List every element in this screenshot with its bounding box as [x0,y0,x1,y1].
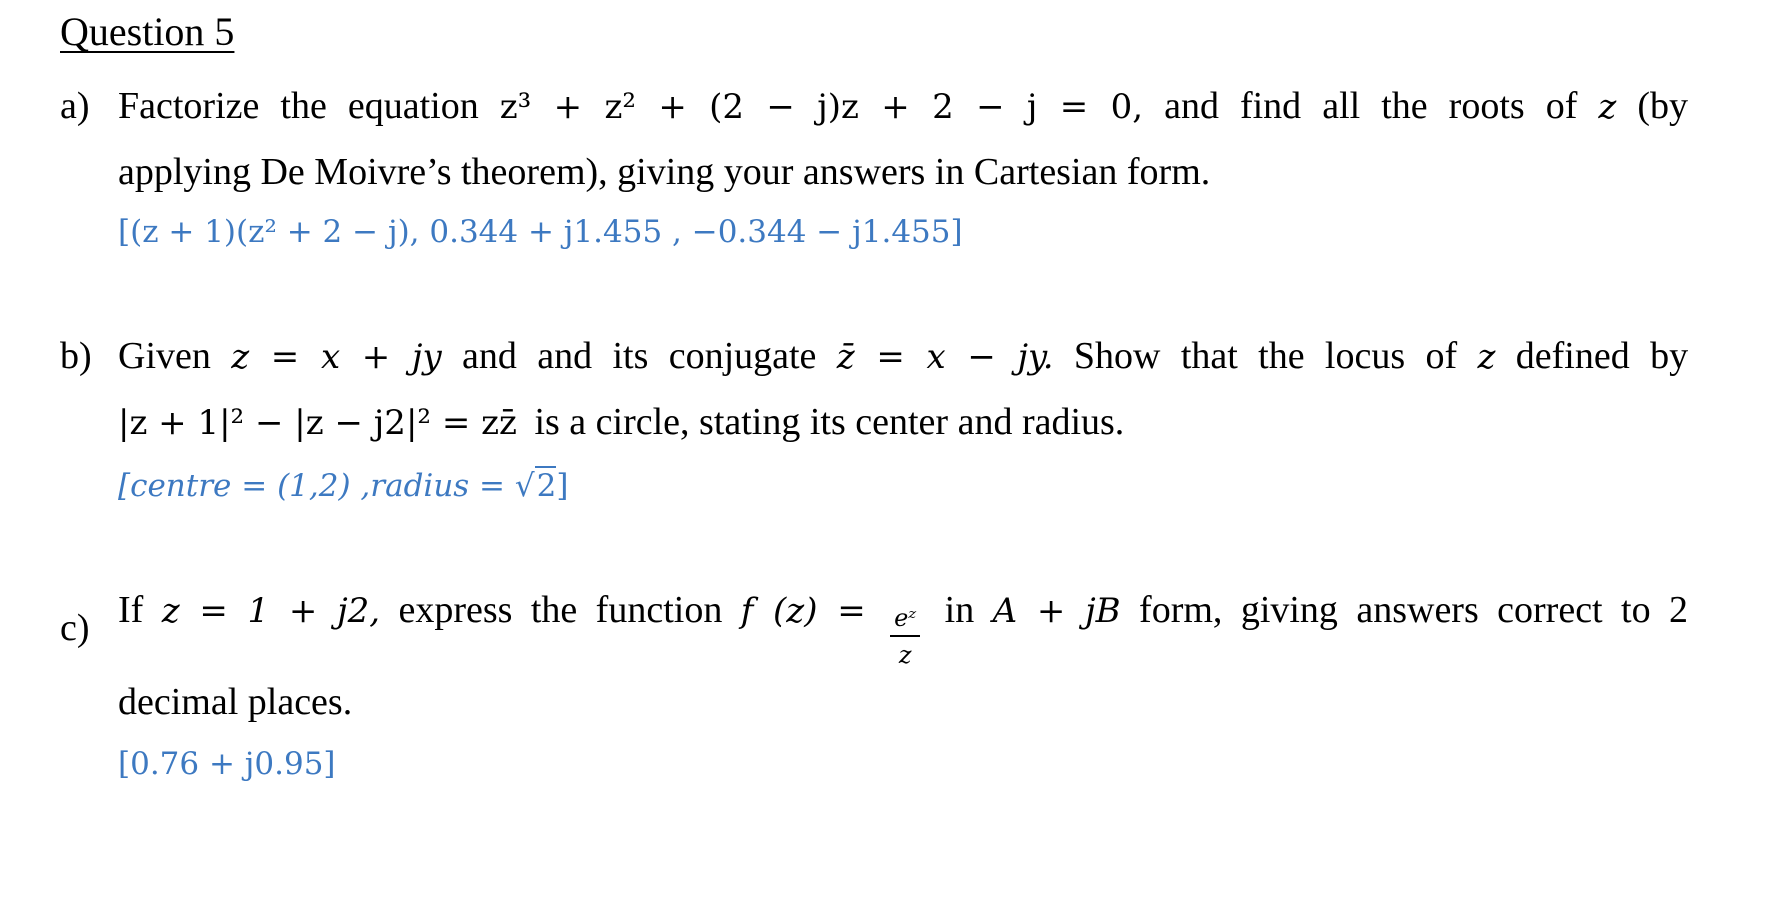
part-c-fraction [890,603,920,669]
part-b-line-2 [118,400,1124,444]
part-b-answer-centre: [centre = (1,2) ,radius = [118,468,506,504]
part-b-answer-close: ] [556,468,569,504]
part-c-line-1 [118,588,1688,668]
part-c-mid: express the function [398,589,723,631]
part-a-line-1 [118,84,1688,128]
part-c-fraction-denominator: z [898,640,912,669]
part-b-suffix: Show that the locus of [1073,335,1458,377]
part-a-suffix: and find all the roots of [1164,85,1578,127]
part-b-answer [118,468,569,504]
part-c-z-definition: z = 1 + j2, [161,591,381,631]
part-b-line-2-text: is a circle, stating its center and radius. [534,401,1125,443]
part-a-equation: z³ + z² + (2 − j)z + 2 − j = 0, [499,87,1144,127]
part-a-tail: (by [1637,85,1689,127]
part-b-conjugate-definition: z̄ = x − jy. [836,337,1054,377]
part-c-tail: form, giving answers correct to 2 [1139,589,1688,631]
part-a-answer: [(z + 1)(z² + 2 − j), 0.344 + j1.455 , −0.344 − j1.455] [118,214,963,250]
part-c-answer: [0.76 + j0.95] [118,746,336,782]
part-b-mid: and and its conjugate [462,335,817,377]
part-b-given: Given [118,335,211,377]
part-a-line-2: applying De Moivre’s theorem), giving your answers in Cartesian form. [118,151,1211,193]
part-a-root-var: z [1598,87,1617,127]
part-b-z-definition: z = x + jy [231,337,442,377]
part-b-answer-sqrt-arg: 2 [536,468,557,504]
part-a-prefix: Factorize the equation [118,85,479,127]
part-b-locus-equation: |z + 1|² − |z − j2|² = zz̄ [118,403,517,443]
part-c-function: f (z) = [740,591,866,631]
part-c-fraction-numerator: eᶻ [890,606,920,637]
part-b-tail: defined by [1515,335,1689,377]
part-b-marker: b) [60,335,92,377]
part-b-locus-var: z [1477,337,1496,377]
sqrt-icon: √ [514,468,535,504]
part-c-marker: c) [60,607,90,649]
part-c-form: A + jB [992,591,1121,631]
part-b-line-1 [118,334,1688,378]
part-c-if: If [118,589,144,631]
part-c-line-2: decimal places. [118,681,353,723]
question-heading: Question 5 [60,9,235,54]
part-a-marker: a) [60,85,90,127]
part-c-in: in [944,589,975,631]
